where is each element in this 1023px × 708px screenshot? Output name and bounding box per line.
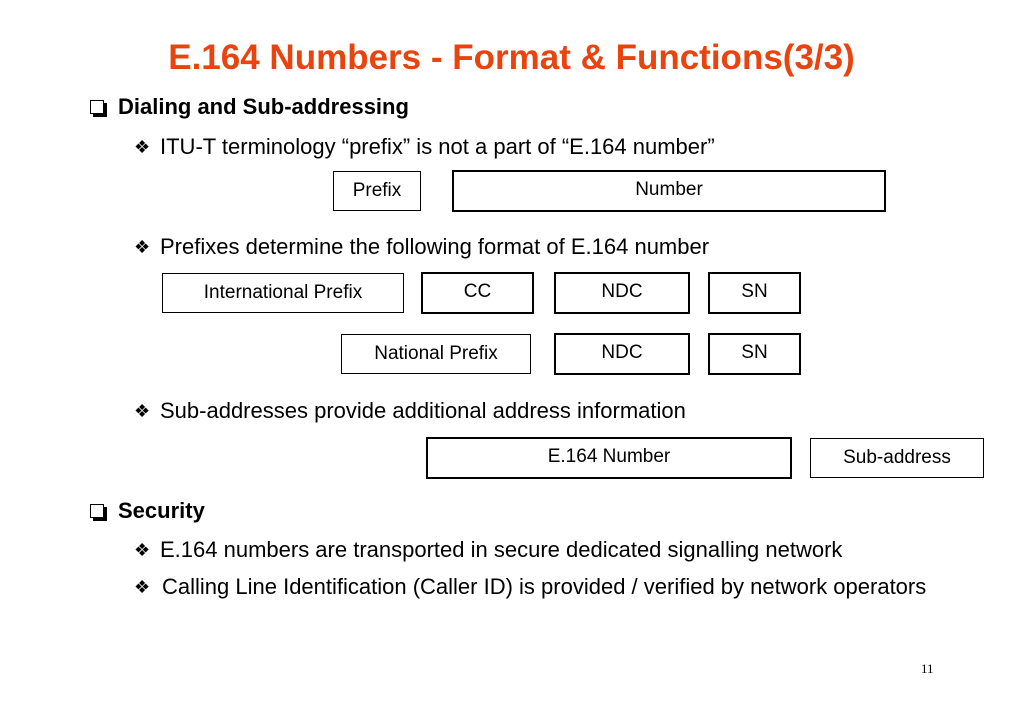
cc-box: CC xyxy=(421,272,534,314)
ndc-box: NDC xyxy=(554,272,690,314)
bullet-text: Prefixes determine the following format of E.164 number xyxy=(160,234,710,259)
diamond-bullet-icon: ❖ xyxy=(134,540,151,560)
square-bullet-icon xyxy=(90,504,104,518)
slide-title: E.164 Numbers - Format & Functions(3/3) xyxy=(168,38,855,77)
bullet-text: Sub-addresses provide additional address information xyxy=(160,398,686,423)
bullet-text: E.164 numbers are transported in secure dedicated signalling network xyxy=(160,537,843,562)
national-prefix-box: National Prefix xyxy=(341,334,531,374)
page-number: 11 xyxy=(921,661,934,676)
ndc-box-national: NDC xyxy=(554,333,690,375)
diamond-bullet-icon: ❖ xyxy=(134,237,151,257)
sub-address-box: Sub-address xyxy=(810,438,984,478)
bullet-point-prefix-terminology xyxy=(134,132,715,162)
diamond-bullet-icon: ❖ xyxy=(134,401,151,421)
bullet-point-secure-transport xyxy=(134,535,842,565)
section-heading-text: Security xyxy=(118,498,205,523)
bullet-text: ITU-T terminology “prefix” is not a part of “E.164 number” xyxy=(160,134,715,159)
bullet-point-prefix-format xyxy=(134,232,709,262)
bullet-point-sub-addresses xyxy=(134,396,686,426)
bullet-text: Calling Line Identification (Caller ID) is provided / verified by network operators xyxy=(162,574,927,599)
number-box: Number xyxy=(452,170,886,212)
international-prefix-box: International Prefix xyxy=(162,273,404,313)
section-heading-text: Dialing and Sub-addressing xyxy=(118,94,409,119)
diamond-bullet-icon: ❖ xyxy=(134,577,151,597)
square-bullet-icon xyxy=(90,100,104,114)
section-heading-dialing xyxy=(90,93,409,121)
prefix-box: Prefix xyxy=(333,171,421,211)
bullet-point-caller-id xyxy=(134,572,1012,602)
sn-box: SN xyxy=(708,272,801,314)
diamond-bullet-icon: ❖ xyxy=(134,137,151,157)
e164-number-box: E.164 Number xyxy=(426,437,792,479)
sn-box-national: SN xyxy=(708,333,801,375)
section-heading-security xyxy=(90,497,205,525)
